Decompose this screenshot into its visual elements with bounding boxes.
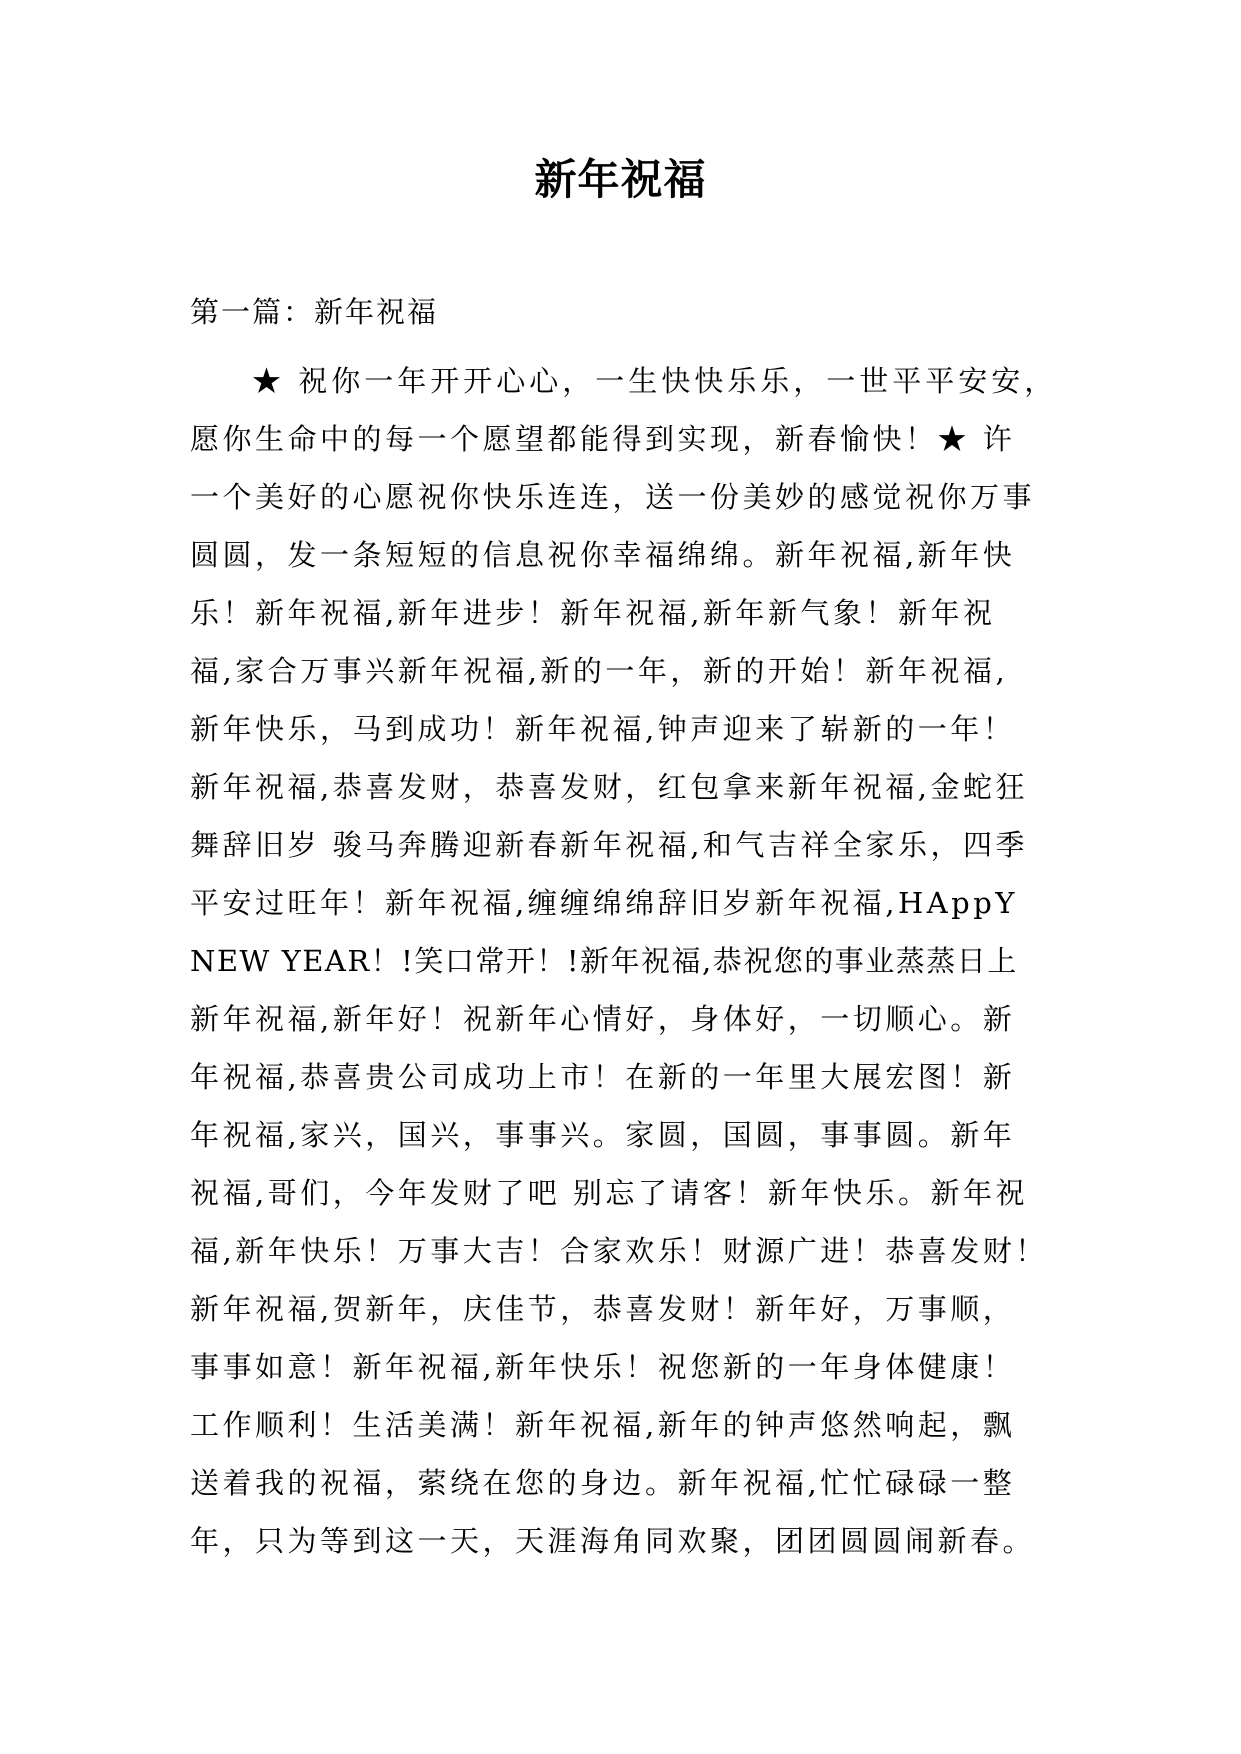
text-line: 祝福,哥们，今年发财了吧 别忘了请客！新年快乐。新年祝 [190,1176,1028,1210]
text-line: 福,新年快乐！万事大吉！合家欢乐！财源广进！恭喜发财！ [190,1234,1048,1268]
text-line: 舞辞旧岁 骏马奔腾迎新春新年祝福,和气吉祥全家乐，四季 [190,828,1028,862]
text-line: 新年快乐，马到成功！新年祝福,钟声迎来了崭新的一年！ [190,712,1016,746]
text-line: 事事如意！新年祝福,新年快乐！祝您新的一年身体健康！ [190,1350,1016,1384]
text-line: 平安过旺年！新年祝福,缠缠绵绵辞旧岁新年祝福,HAppY [190,886,1018,920]
text-line: 工作顺利！生活美满！新年祝福,新年的钟声悠然响起，飘 [190,1408,1016,1442]
text-line: 新年祝福,新年好！祝新年心情好，身体好，一切顺心。新 [190,1002,1016,1036]
text-line: 一个美好的心愿祝你快乐连连，送一份美妙的感觉祝你万事 [190,480,1036,514]
text-line: NEW YEAR！!笑口常开！!新年祝福,恭祝您的事业蒸蒸日上 [190,944,1018,978]
text-line: 年祝福,恭喜贵公司成功上市！在新的一年里大展宏图！新 [190,1060,1016,1094]
text-line: 送着我的祝福，萦绕在您的身边。新年祝福,忙忙碌碌一整 [190,1466,1016,1500]
text-line: 愿你生命中的每一个愿望都能得到实现，新春愉快！★ 许 [190,422,1016,456]
text-line: 新年祝福,贺新年，庆佳节，恭喜发财！新年好，万事顺， [190,1292,1016,1326]
text-line: 圆圆，发一条短短的信息祝你幸福绵绵。新年祝福,新年快 [190,538,1016,572]
text-line: 福,家合万事兴新年祝福,新的一年，新的开始！新年祝福, [190,654,1009,688]
text-line: 新年祝福,恭喜发财，恭喜发财，红包拿来新年祝福,金蛇狂 [190,770,1028,804]
body-text [190,352,1080,1570]
text-line: 年祝福,家兴，国兴，事事兴。家圆，国圆，事事圆。新年 [190,1118,1016,1152]
section-heading: 第一篇：新年祝福 [190,295,439,329]
text-line: 乐！新年祝福,新年进步！新年祝福,新年新气象！新年祝 [190,596,996,630]
text-line: ★ 祝你一年开开心心，一生快快乐乐，一世平平安安， [252,364,1058,398]
document-title: 新年祝福 [534,155,707,204]
text-line: 年，只为等到这一天，天涯海角同欢聚，团团圆圆闹新春。 [190,1524,1036,1558]
